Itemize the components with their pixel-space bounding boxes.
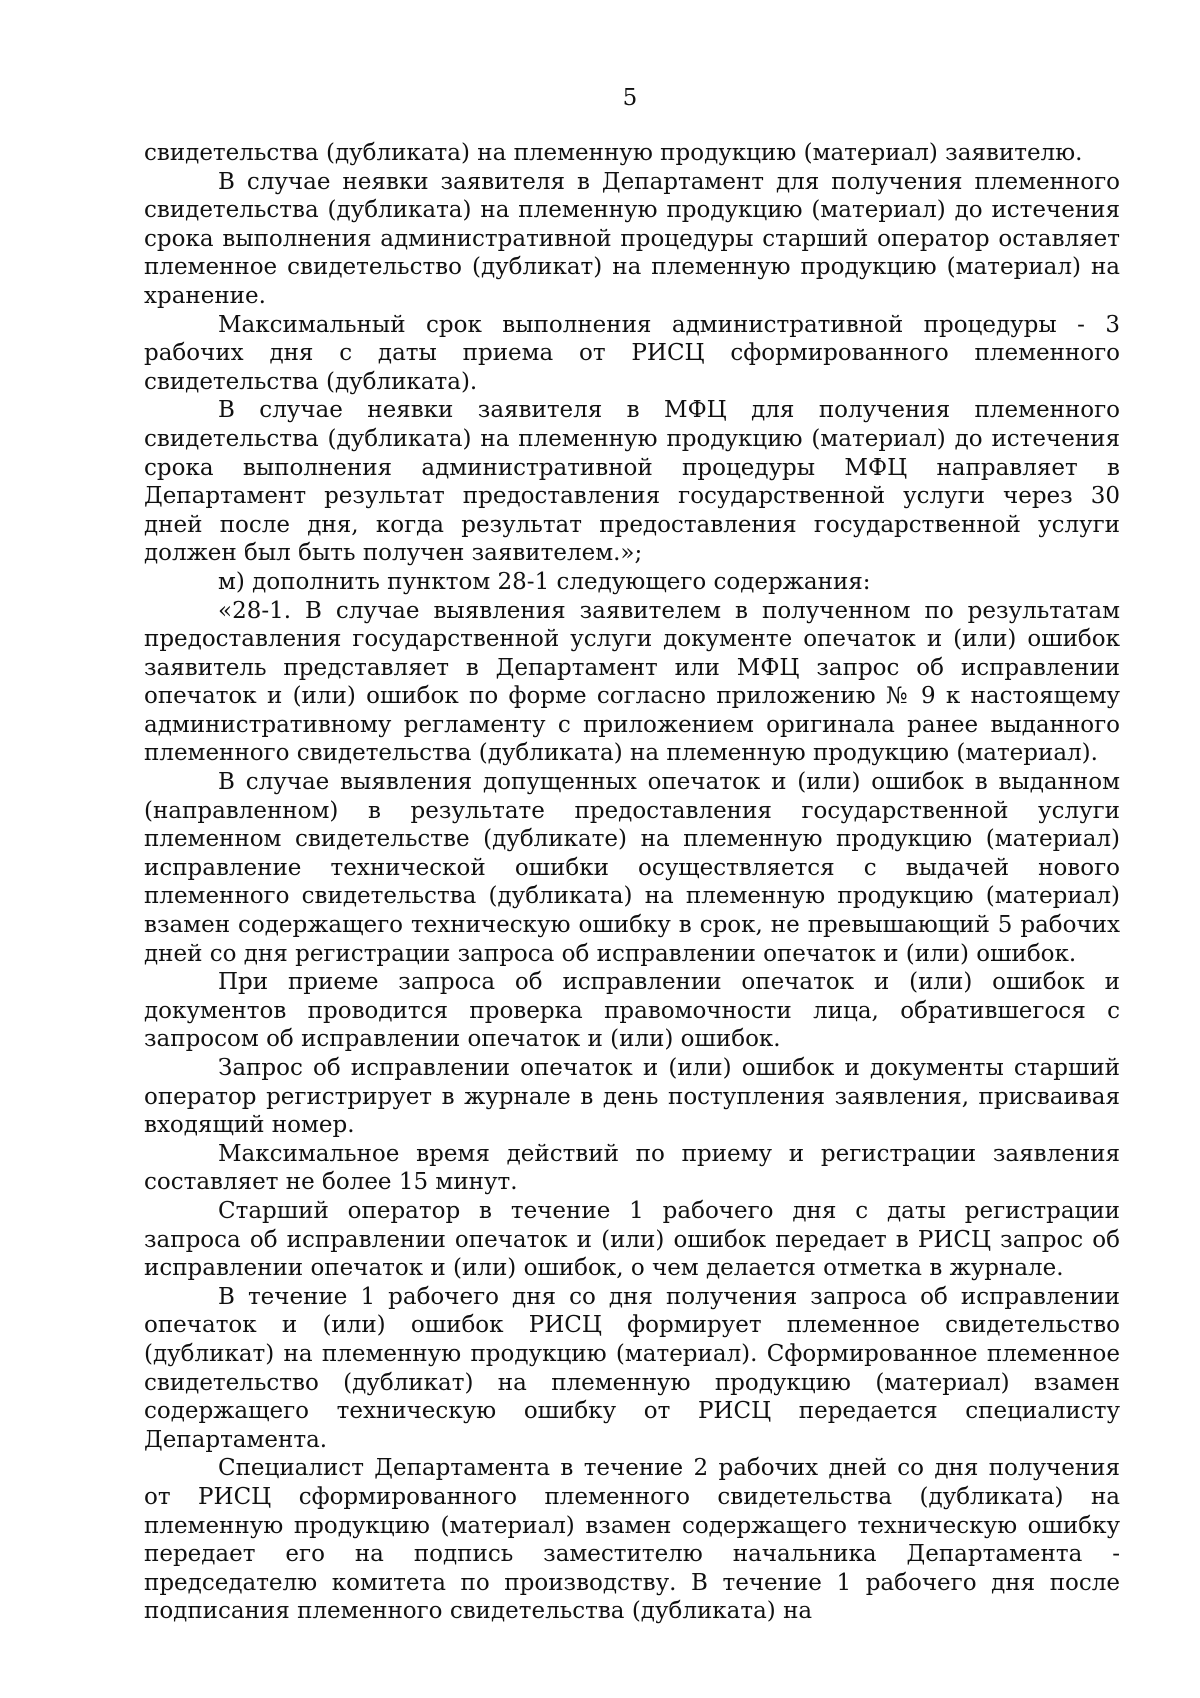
- paragraph: В течение 1 рабочего дня со дня получения запроса об исправлении опечаток и (или) ошибок РИСЦ формирует племенное свидетельство (дубликат) на племенную продукцию (материал). Сформированное племенное свидетельство (дубликат) на племенную продукцию (материал) взамен содержащего техническую ошибку от РИСЦ передается специалисту Департамента.: [144, 1283, 1120, 1453]
- paragraph: В случае неявки заявителя в Департамент для получения племенного свидетельства (дубликата) на племенную продукцию (материал) до истечения срока выполнения административной процедуры старший оператор оставляет племенное свидетельство (дубликат) на племенную продукцию (материал) на хранение.: [144, 168, 1120, 309]
- paragraph: Старший оператор в течение 1 рабочего дня с даты регистрации запроса об исправлении опечаток и (или) ошибок передает в РИСЦ запрос об исправлении опечаток и (или) ошибок, о чем делается отметка в журнале.: [144, 1197, 1120, 1282]
- paragraph: м) дополнить пунктом 28-1 следующего содержания:: [218, 568, 871, 595]
- paragraph: свидетельства (дубликата) на племенную продукцию (материал) заявителю.: [144, 140, 1083, 166]
- paragraph: «28-1. В случае выявления заявителем в полученном по результатам предоставления государственной услуги документе опечаток и (или) ошибок заявитель представляет в Департамент или МФЦ запрос об исправлении опечаток и (или) ошибок по форме согласно приложению № 9 к настоящему административному регламенту с приложением оригинала ранее выданного племенного свидетельства (дубликата) на племенную продукцию (материал).: [144, 597, 1120, 767]
- document-body: [144, 139, 1120, 1626]
- paragraph: Специалист Департамента в течение 2 рабочих дней со дня получения от РИСЦ сформированного племенного свидетельства (дубликата) на племенную продукцию (материал) взамен содержащего техническую ошибку передает его на подпись заместителю начальника Департамента - председателю комитета по производству. В течение 1 рабочего дня после подписания племенного свидетельства (дубликата) на: [144, 1455, 1120, 1625]
- page-number: 5: [622, 85, 638, 111]
- paragraph: При приеме запроса об исправлении опечаток и (или) ошибок и документов проводится проверка правомочности лица, обратившегося с запросом об исправлении опечаток и (или) ошибок.: [144, 969, 1120, 1053]
- paragraph: В случае выявления допущенных опечаток и (или) ошибок в выданном (направленном) в результате предоставления государственной услуги племенном свидетельстве (дубликате) на племенную продукцию (материал) исправление технической ошибки осуществляется с выдачей нового племенного свидетельства (дубликата) на племенную продукцию (материал) взамен содержащего техническую ошибку в срок, не превышающий 5 рабочих дней со дня регистрации запроса об исправлении опечаток и (или) ошибок.: [144, 769, 1120, 967]
- paragraph: Запрос об исправлении опечаток и (или) ошибок и документы старший оператор регистрирует в журнале в день поступления заявления, присваивая входящий номер.: [144, 1055, 1120, 1139]
- paragraph: Максимальный срок выполнения административной процедуры - 3 рабочих дня с даты приема от РИСЦ сформированного племенного свидетельства (дубликата).: [144, 311, 1120, 395]
- paragraph: Максимальное время действий по приему и регистрации заявления составляет не более 15 минут.: [144, 1140, 1120, 1196]
- paragraph: В случае неявки заявителя в МФЦ для получения племенного свидетельства (дубликата) на племенную продукцию (материал) до истечения срока выполнения административной процедуры МФЦ направляет в Департамент результат предоставления государственной услуги через 30 дней после дня, когда результат предоставления государственной услуги должен был быть получен заявителем.»;: [144, 397, 1120, 567]
